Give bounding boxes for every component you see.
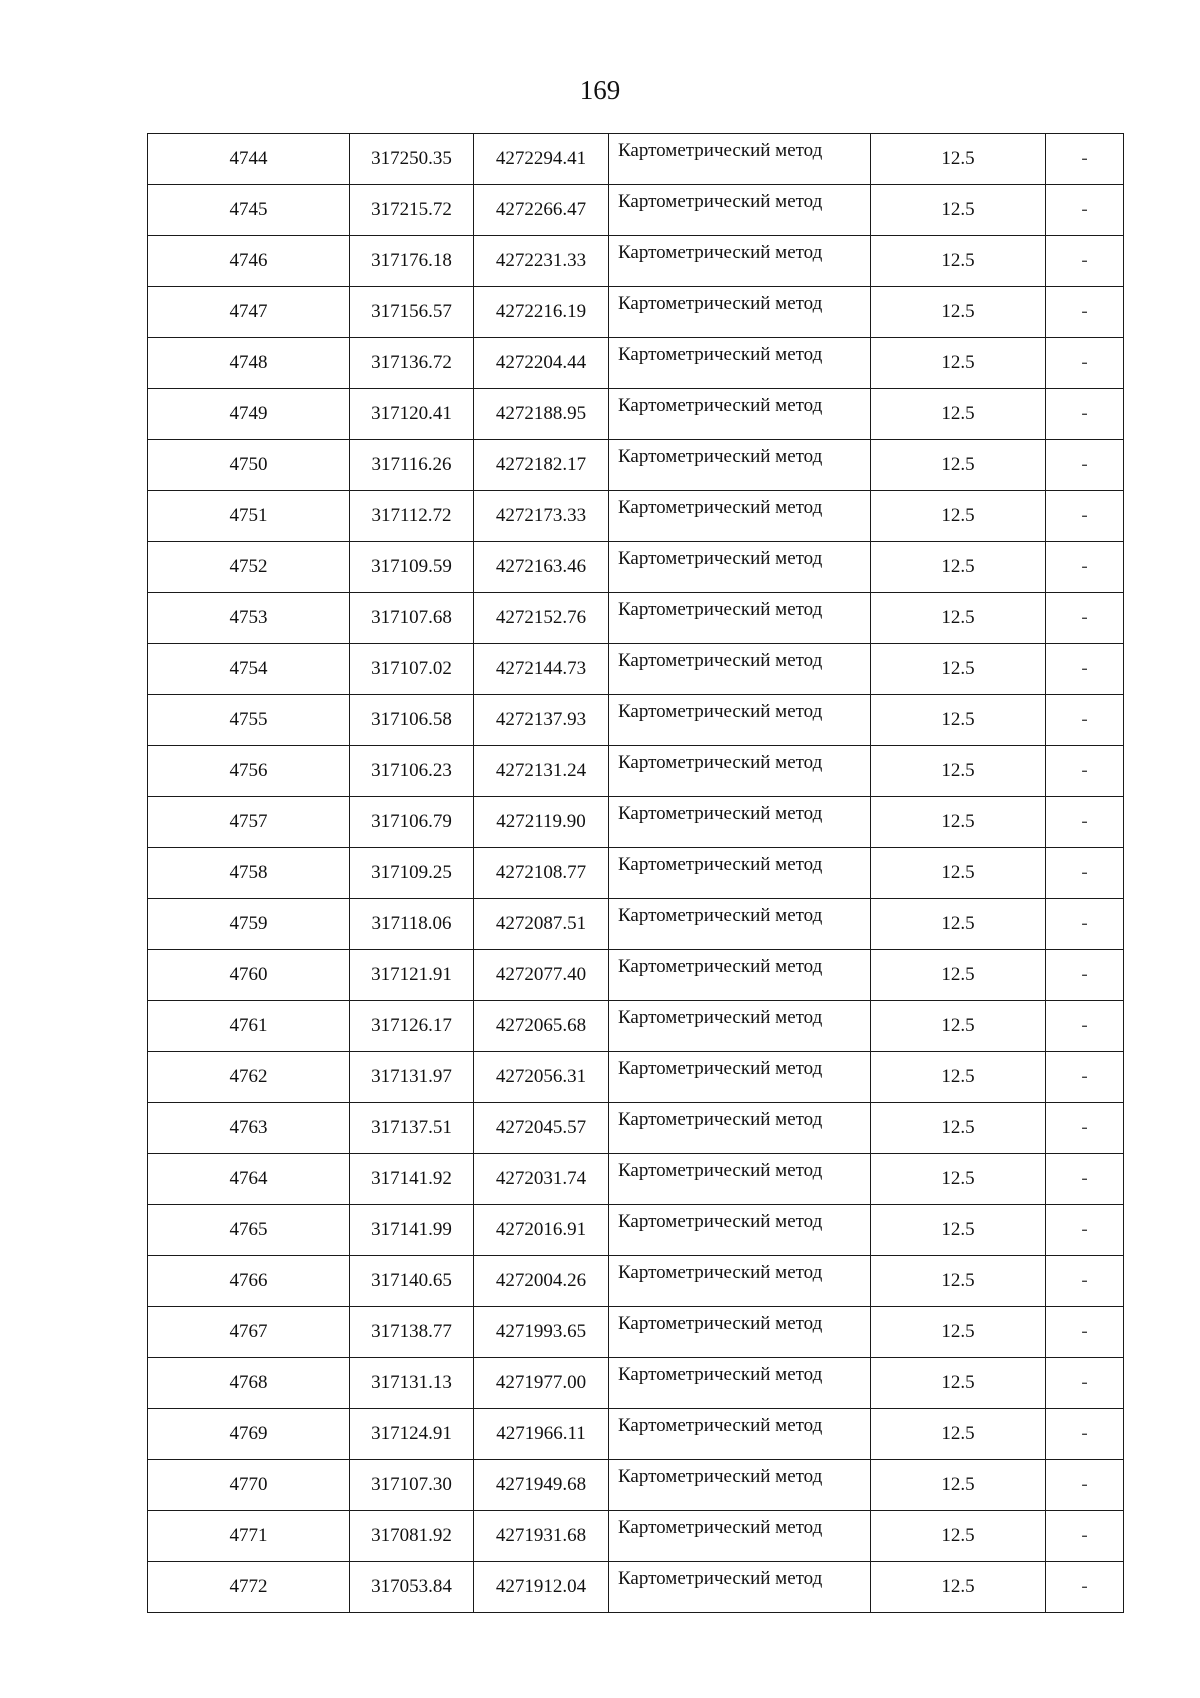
- x-coordinate-cell: 317176.18: [350, 236, 474, 287]
- note-cell: -: [1046, 644, 1124, 695]
- table-row: [148, 899, 1124, 950]
- coordinates-table: [147, 133, 1124, 1613]
- method-cell: Картометрический метод: [609, 1358, 871, 1409]
- method-cell: Картометрический метод: [609, 236, 871, 287]
- method-cell: Картометрический метод: [609, 491, 871, 542]
- accuracy-cell: 12.5: [871, 1358, 1046, 1409]
- y-coordinate-cell: 4272152.76: [474, 593, 609, 644]
- point-number-cell: 4753: [148, 593, 350, 644]
- x-coordinate-cell: 317156.57: [350, 287, 474, 338]
- y-coordinate-cell: 4272173.33: [474, 491, 609, 542]
- point-number-cell: 4758: [148, 848, 350, 899]
- method-cell: Картометрический метод: [609, 746, 871, 797]
- point-number-cell: 4762: [148, 1052, 350, 1103]
- table-row: [148, 797, 1124, 848]
- x-coordinate-cell: 317141.99: [350, 1205, 474, 1256]
- table-row: [148, 1001, 1124, 1052]
- y-coordinate-cell: 4271912.04: [474, 1562, 609, 1613]
- y-coordinate-cell: 4271993.65: [474, 1307, 609, 1358]
- note-cell: -: [1046, 287, 1124, 338]
- y-coordinate-cell: 4272182.17: [474, 440, 609, 491]
- table-row: [148, 1460, 1124, 1511]
- accuracy-cell: 12.5: [871, 848, 1046, 899]
- accuracy-cell: 12.5: [871, 287, 1046, 338]
- x-coordinate-cell: 317107.02: [350, 644, 474, 695]
- accuracy-cell: 12.5: [871, 950, 1046, 1001]
- accuracy-cell: 12.5: [871, 1052, 1046, 1103]
- x-coordinate-cell: 317136.72: [350, 338, 474, 389]
- note-cell: -: [1046, 848, 1124, 899]
- x-coordinate-cell: 317116.26: [350, 440, 474, 491]
- method-cell: Картометрический метод: [609, 440, 871, 491]
- method-cell: Картометрический метод: [609, 899, 871, 950]
- point-number-cell: 4761: [148, 1001, 350, 1052]
- x-coordinate-cell: 317106.23: [350, 746, 474, 797]
- x-coordinate-cell: 317109.59: [350, 542, 474, 593]
- table-row: [148, 491, 1124, 542]
- point-number-cell: 4759: [148, 899, 350, 950]
- method-cell: Картометрический метод: [609, 1001, 871, 1052]
- accuracy-cell: 12.5: [871, 899, 1046, 950]
- y-coordinate-cell: 4272231.33: [474, 236, 609, 287]
- note-cell: -: [1046, 185, 1124, 236]
- point-number-cell: 4744: [148, 134, 350, 185]
- y-coordinate-cell: 4271931.68: [474, 1511, 609, 1562]
- x-coordinate-cell: 317250.35: [350, 134, 474, 185]
- point-number-cell: 4763: [148, 1103, 350, 1154]
- x-coordinate-cell: 317131.13: [350, 1358, 474, 1409]
- point-number-cell: 4760: [148, 950, 350, 1001]
- note-cell: -: [1046, 389, 1124, 440]
- y-coordinate-cell: 4272031.74: [474, 1154, 609, 1205]
- table-row: [148, 389, 1124, 440]
- table-row: [148, 134, 1124, 185]
- x-coordinate-cell: 317141.92: [350, 1154, 474, 1205]
- y-coordinate-cell: 4272131.24: [474, 746, 609, 797]
- x-coordinate-cell: 317126.17: [350, 1001, 474, 1052]
- point-number-cell: 4752: [148, 542, 350, 593]
- note-cell: -: [1046, 1001, 1124, 1052]
- method-cell: Картометрический метод: [609, 1154, 871, 1205]
- point-number-cell: 4750: [148, 440, 350, 491]
- point-number-cell: 4745: [148, 185, 350, 236]
- point-number-cell: 4767: [148, 1307, 350, 1358]
- y-coordinate-cell: 4272204.44: [474, 338, 609, 389]
- point-number-cell: 4749: [148, 389, 350, 440]
- table-body: [148, 134, 1124, 1613]
- y-coordinate-cell: 4272016.91: [474, 1205, 609, 1256]
- x-coordinate-cell: 317118.06: [350, 899, 474, 950]
- accuracy-cell: 12.5: [871, 338, 1046, 389]
- table-row: [148, 950, 1124, 1001]
- y-coordinate-cell: 4271977.00: [474, 1358, 609, 1409]
- point-number-cell: 4755: [148, 695, 350, 746]
- accuracy-cell: 12.5: [871, 644, 1046, 695]
- point-number-cell: 4754: [148, 644, 350, 695]
- accuracy-cell: 12.5: [871, 389, 1046, 440]
- method-cell: Картометрический метод: [609, 287, 871, 338]
- table-row: [148, 1358, 1124, 1409]
- point-number-cell: 4772: [148, 1562, 350, 1613]
- y-coordinate-cell: 4272188.95: [474, 389, 609, 440]
- accuracy-cell: 12.5: [871, 1511, 1046, 1562]
- method-cell: Картометрический метод: [609, 593, 871, 644]
- x-coordinate-cell: 317109.25: [350, 848, 474, 899]
- note-cell: -: [1046, 236, 1124, 287]
- method-cell: Картометрический метод: [609, 185, 871, 236]
- method-cell: Картометрический метод: [609, 542, 871, 593]
- method-cell: Картометрический метод: [609, 695, 871, 746]
- y-coordinate-cell: 4272056.31: [474, 1052, 609, 1103]
- note-cell: -: [1046, 899, 1124, 950]
- note-cell: -: [1046, 1409, 1124, 1460]
- table-row: [148, 185, 1124, 236]
- method-cell: Картометрический метод: [609, 1511, 871, 1562]
- point-number-cell: 4768: [148, 1358, 350, 1409]
- note-cell: -: [1046, 1256, 1124, 1307]
- accuracy-cell: 12.5: [871, 185, 1046, 236]
- note-cell: -: [1046, 1205, 1124, 1256]
- method-cell: Картометрический метод: [609, 338, 871, 389]
- x-coordinate-cell: 317107.68: [350, 593, 474, 644]
- accuracy-cell: 12.5: [871, 1103, 1046, 1154]
- table-row: [148, 1256, 1124, 1307]
- point-number-cell: 4757: [148, 797, 350, 848]
- accuracy-cell: 12.5: [871, 1562, 1046, 1613]
- y-coordinate-cell: 4271949.68: [474, 1460, 609, 1511]
- page-number: 169: [579, 75, 621, 105]
- table-row: [148, 1562, 1124, 1613]
- method-cell: Картометрический метод: [609, 1103, 871, 1154]
- y-coordinate-cell: 4272004.26: [474, 1256, 609, 1307]
- y-coordinate-cell: 4272144.73: [474, 644, 609, 695]
- note-cell: -: [1046, 593, 1124, 644]
- point-number-cell: 4756: [148, 746, 350, 797]
- x-coordinate-cell: 317106.58: [350, 695, 474, 746]
- x-coordinate-cell: 317107.30: [350, 1460, 474, 1511]
- note-cell: -: [1046, 542, 1124, 593]
- method-cell: Картометрический метод: [609, 1205, 871, 1256]
- method-cell: Картометрический метод: [609, 1052, 871, 1103]
- table-row: [148, 1511, 1124, 1562]
- x-coordinate-cell: 317081.92: [350, 1511, 474, 1562]
- table-row: [148, 338, 1124, 389]
- method-cell: Картометрический метод: [609, 1409, 871, 1460]
- note-cell: -: [1046, 440, 1124, 491]
- y-coordinate-cell: 4272119.90: [474, 797, 609, 848]
- method-cell: Картометрический метод: [609, 797, 871, 848]
- point-number-cell: 4771: [148, 1511, 350, 1562]
- point-number-cell: 4746: [148, 236, 350, 287]
- note-cell: -: [1046, 746, 1124, 797]
- x-coordinate-cell: 317053.84: [350, 1562, 474, 1613]
- point-number-cell: 4747: [148, 287, 350, 338]
- accuracy-cell: 12.5: [871, 1154, 1046, 1205]
- table-row: [148, 236, 1124, 287]
- y-coordinate-cell: 4271966.11: [474, 1409, 609, 1460]
- note-cell: -: [1046, 134, 1124, 185]
- note-cell: -: [1046, 1562, 1124, 1613]
- point-number-cell: 4765: [148, 1205, 350, 1256]
- y-coordinate-cell: 4272137.93: [474, 695, 609, 746]
- point-number-cell: 4764: [148, 1154, 350, 1205]
- accuracy-cell: 12.5: [871, 1307, 1046, 1358]
- y-coordinate-cell: 4272077.40: [474, 950, 609, 1001]
- x-coordinate-cell: 317138.77: [350, 1307, 474, 1358]
- accuracy-cell: 12.5: [871, 593, 1046, 644]
- method-cell: Картометрический метод: [609, 644, 871, 695]
- x-coordinate-cell: 317131.97: [350, 1052, 474, 1103]
- point-number-cell: 4766: [148, 1256, 350, 1307]
- accuracy-cell: 12.5: [871, 236, 1046, 287]
- method-cell: Картометрический метод: [609, 1562, 871, 1613]
- x-coordinate-cell: 317137.51: [350, 1103, 474, 1154]
- note-cell: -: [1046, 950, 1124, 1001]
- x-coordinate-cell: 317120.41: [350, 389, 474, 440]
- accuracy-cell: 12.5: [871, 1409, 1046, 1460]
- x-coordinate-cell: 317112.72: [350, 491, 474, 542]
- method-cell: Картометрический метод: [609, 1307, 871, 1358]
- y-coordinate-cell: 4272294.41: [474, 134, 609, 185]
- accuracy-cell: 12.5: [871, 797, 1046, 848]
- method-cell: Картометрический метод: [609, 134, 871, 185]
- x-coordinate-cell: 317106.79: [350, 797, 474, 848]
- method-cell: Картометрический метод: [609, 1460, 871, 1511]
- table-row: [148, 695, 1124, 746]
- method-cell: Картометрический метод: [609, 950, 871, 1001]
- x-coordinate-cell: 317140.65: [350, 1256, 474, 1307]
- note-cell: -: [1046, 491, 1124, 542]
- note-cell: -: [1046, 797, 1124, 848]
- accuracy-cell: 12.5: [871, 1460, 1046, 1511]
- table-row: [148, 1154, 1124, 1205]
- y-coordinate-cell: 4272266.47: [474, 185, 609, 236]
- y-coordinate-cell: 4272087.51: [474, 899, 609, 950]
- table-row: [148, 440, 1124, 491]
- table-row: [148, 593, 1124, 644]
- note-cell: -: [1046, 1154, 1124, 1205]
- note-cell: -: [1046, 1307, 1124, 1358]
- point-number-cell: 4770: [148, 1460, 350, 1511]
- table-row: [148, 848, 1124, 899]
- method-cell: Картометрический метод: [609, 1256, 871, 1307]
- accuracy-cell: 12.5: [871, 1256, 1046, 1307]
- accuracy-cell: 12.5: [871, 746, 1046, 797]
- accuracy-cell: 12.5: [871, 1001, 1046, 1052]
- table-row: [148, 1103, 1124, 1154]
- y-coordinate-cell: 4272163.46: [474, 542, 609, 593]
- point-number-cell: 4748: [148, 338, 350, 389]
- y-coordinate-cell: 4272216.19: [474, 287, 609, 338]
- method-cell: Картометрический метод: [609, 389, 871, 440]
- table-row: [148, 287, 1124, 338]
- x-coordinate-cell: 317124.91: [350, 1409, 474, 1460]
- note-cell: -: [1046, 1052, 1124, 1103]
- accuracy-cell: 12.5: [871, 134, 1046, 185]
- table-row: [148, 1205, 1124, 1256]
- table-row: [148, 1307, 1124, 1358]
- accuracy-cell: 12.5: [871, 491, 1046, 542]
- note-cell: -: [1046, 1460, 1124, 1511]
- table-row: [148, 1052, 1124, 1103]
- table-row: [148, 746, 1124, 797]
- table-row: [148, 644, 1124, 695]
- note-cell: -: [1046, 695, 1124, 746]
- table-row: [148, 542, 1124, 593]
- point-number-cell: 4769: [148, 1409, 350, 1460]
- y-coordinate-cell: 4272108.77: [474, 848, 609, 899]
- accuracy-cell: 12.5: [871, 1205, 1046, 1256]
- point-number-cell: 4751: [148, 491, 350, 542]
- accuracy-cell: 12.5: [871, 440, 1046, 491]
- note-cell: -: [1046, 1103, 1124, 1154]
- table-row: [148, 1409, 1124, 1460]
- y-coordinate-cell: 4272065.68: [474, 1001, 609, 1052]
- x-coordinate-cell: 317215.72: [350, 185, 474, 236]
- note-cell: -: [1046, 338, 1124, 389]
- x-coordinate-cell: 317121.91: [350, 950, 474, 1001]
- method-cell: Картометрический метод: [609, 848, 871, 899]
- note-cell: -: [1046, 1358, 1124, 1409]
- accuracy-cell: 12.5: [871, 695, 1046, 746]
- y-coordinate-cell: 4272045.57: [474, 1103, 609, 1154]
- note-cell: -: [1046, 1511, 1124, 1562]
- accuracy-cell: 12.5: [871, 542, 1046, 593]
